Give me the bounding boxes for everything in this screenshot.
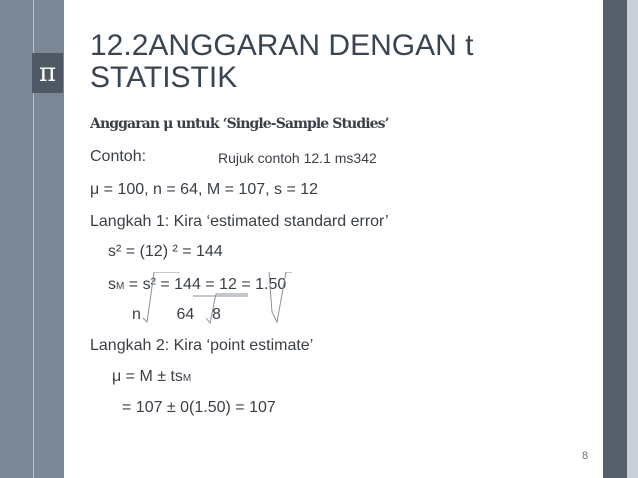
contoh-label: Contoh:: [90, 148, 147, 165]
standard-error-symbol: s: [108, 276, 116, 293]
standard-error-subscript: M: [116, 281, 125, 292]
step-1-text: Langkah 1: Kira ‘estimated standard error’: [90, 213, 389, 230]
denominators: n 64 8: [132, 306, 221, 323]
point-estimate-prefix: μ = M ± ts: [112, 368, 183, 385]
step-2-text: Langkah 2: Kira ‘point estimate’: [90, 337, 314, 354]
variance-equation: s² = (12) ² = 144: [108, 243, 223, 260]
standard-error-rest: = s² = 144 = 12 = 1.50: [124, 276, 287, 293]
slide-title-line-2: STATISTIK: [90, 61, 238, 94]
slide-title: [90, 30, 590, 94]
point-estimate-result: = 107 ± 0(1.50) = 107: [122, 399, 276, 416]
slide-subtitle: Anggaran μ untuk ‘Single-Sample Studies’: [90, 116, 389, 132]
contoh-reference: Rujuk contoh 12.1 ms342: [218, 150, 377, 166]
point-estimate-formula: [112, 368, 191, 386]
right-decor-bar: [603, 0, 627, 478]
slide-title-line-1: 12.2ANGGARAN DENGAN t: [90, 29, 474, 62]
pi-icon: π: [32, 53, 63, 93]
page-number: 8: [582, 450, 589, 462]
right-decor-edge: [627, 0, 638, 478]
sqrt-sign-3: [269, 272, 292, 322]
given-values: μ = 100, n = 64, M = 107, s = 12: [90, 181, 319, 198]
point-estimate-subscript: M: [182, 373, 192, 384]
